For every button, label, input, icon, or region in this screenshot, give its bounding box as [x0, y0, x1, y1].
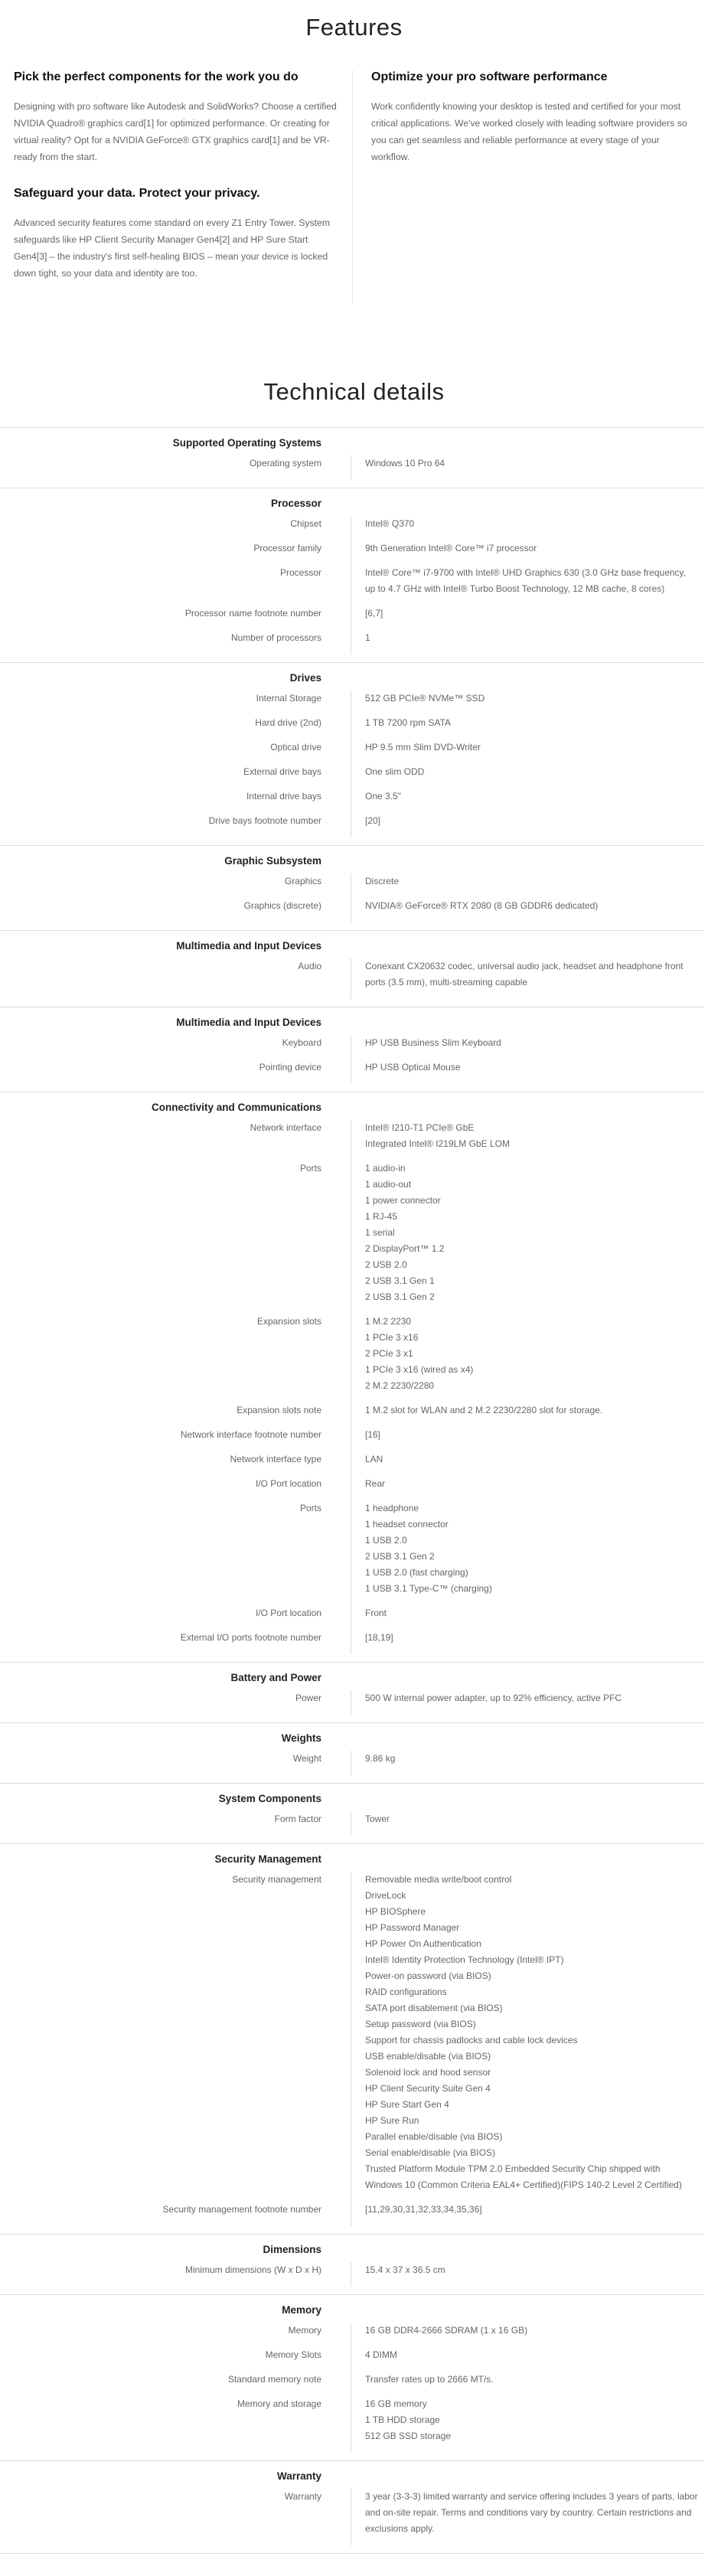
spec-label: Warranty — [284, 2491, 321, 2502]
spec-value: NVIDIA® GeForce® RTX 2080 (8 GB GDDR6 dedicated) — [351, 898, 704, 922]
spec-group — [0, 931, 704, 1007]
spec-group-title: Processor — [270, 498, 321, 509]
spec-group-title: Supported Operating Systems — [172, 437, 321, 449]
spec-group — [0, 2235, 704, 2295]
feature-block — [371, 70, 694, 165]
spec-value: Transfer rates up to 2666 MT/s. — [351, 2372, 704, 2396]
spec-group — [0, 663, 704, 846]
spec-row — [0, 2372, 704, 2396]
spec-group-title: Connectivity and Communications — [151, 1102, 321, 1113]
spec-row — [0, 1427, 704, 1451]
spec-row — [0, 1605, 704, 1630]
spec-value: HP USB Business Slim Keyboard — [351, 1035, 704, 1059]
spec-value: Tower — [351, 1811, 704, 1836]
spec-value: HP USB Optical Mouse — [351, 1059, 704, 1084]
spec-group — [0, 846, 704, 931]
spec-row — [0, 1872, 704, 2202]
spec-row — [0, 1451, 704, 1476]
spec-value: [16] — [351, 1427, 704, 1451]
spec-label: Memory — [288, 2325, 321, 2336]
spec-row — [0, 1161, 704, 1314]
spec-row — [0, 813, 704, 837]
spec-label: Security management footnote number — [162, 2204, 321, 2215]
spec-value: Intel® I210-T1 PCIe® GbE Integrated Intel® I219LM GbE LOM — [351, 1120, 704, 1161]
spec-row — [0, 1811, 704, 1836]
spec-label: Minimum dimensions (W x D x H) — [184, 2264, 321, 2275]
spec-row — [0, 1314, 704, 1402]
spec-row — [0, 2396, 704, 2453]
spec-group-title: Weights — [281, 1732, 321, 1744]
spec-value: One slim ODD — [351, 764, 704, 788]
spec-row — [0, 1476, 704, 1500]
spec-value: LAN — [351, 1451, 704, 1476]
spec-row — [0, 2202, 704, 2226]
spec-value: 4 DIMM — [351, 2347, 704, 2372]
features-right-column — [353, 70, 708, 303]
spec-row — [0, 958, 704, 999]
spec-label: Operating system — [249, 458, 321, 469]
feature-heading: Safeguard your data. Protect your privacy. — [14, 187, 260, 200]
spec-value: 1 M.2 slot for WLAN and 2 M.2 2230/2280 slot for storage. — [351, 1402, 704, 1427]
feature-body: Advanced security features come standard on every Z1 Entry Tower. System safeguards like HP Client Security Manager Gen4[2] and HP Sure Start Gen4[3] – the industry's first self-healing BIOS – mean your device is locked down tight, so your data and identity are too. — [14, 217, 330, 279]
spec-label: Ports — [299, 1503, 321, 1513]
technical-details-section — [0, 378, 708, 2554]
spec-row — [0, 630, 704, 655]
spec-label: Security management — [232, 1874, 321, 1885]
spec-value: 512 GB PCIe® NVMe™ SSD — [351, 691, 704, 715]
spec-group-title: Drives — [289, 672, 321, 684]
spec-row — [0, 2323, 704, 2347]
feature-block — [14, 187, 338, 282]
spec-label: Number of processors — [230, 632, 321, 643]
spec-value: 15.4 x 37 x 36.5 cm — [351, 2262, 704, 2287]
features-title: Features — [305, 14, 403, 41]
spec-group-title: Warranty — [276, 2470, 321, 2482]
spec-label: Memory Slots — [265, 2349, 321, 2360]
feature-body: Work confidently knowing your desktop is tested and certified for your most critical applications. We've worked closely with leading software providers so you can get seamless and reliable performance at every stage of your workflow. — [371, 101, 687, 162]
spec-row — [0, 2347, 704, 2372]
spec-value: Front — [351, 1605, 704, 1630]
spec-group — [0, 1784, 704, 1844]
spec-value: 1 audio-in 1 audio-out 1 power connector 1 RJ-45 1 serial 2 DisplayPort™ 1.2 2 USB 2.0 2 USB 3.1 Gen 1 2 USB 3.1 Gen 2 — [351, 1161, 704, 1314]
spec-value: [20] — [351, 813, 704, 837]
spec-label: Graphics (discrete) — [243, 900, 321, 911]
spec-label: I/O Port location — [255, 1478, 321, 1489]
spec-label: Optical drive — [270, 742, 321, 753]
spec-value: 1 M.2 2230 1 PCIe 3 x16 2 PCIe 3 x1 1 PCIe 3 x16 (wired as x4) 2 M.2 2230/2280 — [351, 1314, 704, 1402]
spec-row — [0, 516, 704, 540]
feature-block — [14, 70, 338, 165]
spec-label: Network interface type — [230, 1454, 321, 1464]
spec-label: Power — [295, 1693, 321, 1703]
spec-row — [0, 606, 704, 630]
spec-label: Internal drive bays — [246, 791, 321, 802]
spec-group-title: Battery and Power — [230, 1672, 321, 1683]
spec-group — [0, 428, 704, 488]
spec-value: Windows 10 Pro 64 — [351, 455, 704, 480]
feature-heading: Optimize your pro software performance — [371, 70, 608, 83]
spec-row — [0, 455, 704, 480]
features-section — [0, 0, 708, 303]
spec-value: Discrete — [351, 873, 704, 898]
feature-body: Designing with pro software like Autodesk and SolidWorks? Choose a certified NVIDIA Quadro® graphics card[1] for optimized performance. Or creating for virtual reality? Opt for a NVIDIA GeForce® GTX graphics card[1] and be VR-ready from the start. — [14, 101, 337, 162]
spec-label: Network interface — [250, 1122, 321, 1133]
spec-row — [0, 1120, 704, 1161]
technical-details-title: Technical details — [263, 378, 445, 405]
spec-label: Processor family — [253, 543, 321, 553]
spec-group — [0, 1663, 704, 1723]
features-columns — [0, 70, 708, 303]
spec-value: [6,7] — [351, 606, 704, 630]
spec-row — [0, 764, 704, 788]
spec-row — [0, 565, 704, 606]
spec-row — [0, 739, 704, 764]
spec-label: External drive bays — [243, 766, 321, 777]
spec-group — [0, 1844, 704, 2235]
spec-group — [0, 2461, 704, 2554]
spec-value: Intel® Core™ i7-9700 with Intel® UHD Graphics 630 (3.0 GHz base frequency, up to 4.7 GHz with Intel® Turbo Boost Technology, 12 MB cache, 8 cores) — [351, 565, 704, 606]
spec-value: 1 headphone 1 headset connector 1 USB 2.0 2 USB 3.1 Gen 2 1 USB 2.0 (fast charging) 1 USB 3.1 Type-C™ (charging) — [351, 1500, 704, 1605]
spec-group — [0, 488, 704, 663]
spec-row — [0, 1059, 704, 1084]
spec-row — [0, 788, 704, 813]
spec-label: Keyboard — [282, 1037, 321, 1048]
spec-group-title: System Components — [218, 1793, 321, 1804]
spec-group — [0, 1723, 704, 1784]
spec-label: I/O Port location — [255, 1608, 321, 1618]
spec-label: Memory and storage — [237, 2398, 321, 2409]
spec-group-title: Security Management — [214, 1853, 321, 1865]
spec-value: [11,29,30,31,32,33,34,35,36] — [351, 2202, 704, 2226]
spec-label: Hard drive (2nd) — [255, 717, 321, 728]
spec-group-title: Graphic Subsystem — [224, 855, 321, 867]
spec-row — [0, 1751, 704, 1775]
spec-value: Rear — [351, 1476, 704, 1500]
spec-row — [0, 1630, 704, 1654]
spec-label: Standard memory note — [227, 2374, 321, 2385]
spec-value: Intel® Q370 — [351, 516, 704, 540]
spec-label: Network interface footnote number — [180, 1429, 321, 1440]
spec-label: Form factor — [274, 1814, 321, 1824]
spec-row — [0, 1500, 704, 1605]
spec-table — [0, 427, 704, 2554]
spec-label: Graphics — [284, 876, 321, 886]
spec-value: 1 — [351, 630, 704, 655]
spec-label: External I/O ports footnote number — [180, 1632, 321, 1643]
spec-group — [0, 1092, 704, 1663]
spec-group — [0, 2295, 704, 2461]
spec-row — [0, 1402, 704, 1427]
spec-value: [18,19] — [351, 1630, 704, 1654]
spec-row — [0, 1690, 704, 1715]
spec-row — [0, 1035, 704, 1059]
spec-value: Removable media write/boot control DriveLock HP BIOSphere HP Password Manager HP Power On Authentication Intel® Identity Protection Technology (Intel® IPT) Power-on password (via BIOS) RAID configurations SATA port disablement (via BIOS) Setup password (via BIOS) Support for chassis padlocks and cable lock devices USB enable/disable (via BIOS) Solenoid lock and hood sensor HP Client Security Suite Gen 4 HP Sure Start Gen 4 HP Sure Run Parallel enable/disable (via BIOS) Serial enable/disable (via BIOS) Trusted Platform Module TPM 2.0 Embedded Security Chip shipped with Windows 10 (Common Criteria EAL4+ Certified)(FIPS 140-2 Level 2 Certified) — [351, 1872, 704, 2202]
spec-label: Ports — [299, 1163, 321, 1174]
spec-label: Expansion slots — [256, 1316, 321, 1327]
spec-value: 9.86 kg — [351, 1751, 704, 1775]
spec-row — [0, 873, 704, 898]
spec-value: 1 TB 7200 rpm SATA — [351, 715, 704, 739]
spec-row — [0, 540, 704, 565]
spec-value: 3 year (3-3-3) limited warranty and service offering includes 3 years of parts, labor and on-site repair. Terms and conditions vary by country. Certain restrictions and exclusions apply. — [351, 2489, 704, 2545]
spec-label: Expansion slots note — [237, 1405, 321, 1415]
spec-row — [0, 898, 704, 922]
features-left-column — [0, 70, 353, 303]
spec-value: 16 GB DDR4-2666 SDRAM (1 x 16 GB) — [351, 2323, 704, 2347]
spec-value: 500 W internal power adapter, up to 92% efficiency, active PFC — [351, 1690, 704, 1715]
spec-value: Conexant CX20632 codec, universal audio jack, headset and headphone front ports (3.5 mm), multi-streaming capable — [351, 958, 704, 999]
spec-label: Weight — [292, 1753, 321, 1764]
spec-label: Processor name footnote number — [184, 608, 321, 619]
spec-value: HP 9.5 mm Slim DVD-Writer — [351, 739, 704, 764]
spec-group-title: Multimedia and Input Devices — [176, 1017, 321, 1028]
spec-value: 9th Generation Intel® Core™ i7 processor — [351, 540, 704, 565]
spec-group-title: Multimedia and Input Devices — [176, 940, 321, 952]
spec-label: Internal Storage — [256, 693, 321, 704]
spec-value: 16 GB memory 1 TB HDD storage 512 GB SSD storage — [351, 2396, 704, 2453]
spec-group-title: Memory — [282, 2304, 321, 2316]
spec-row — [0, 2489, 704, 2545]
feature-heading: Pick the perfect components for the work you do — [14, 70, 299, 83]
spec-label: Chipset — [290, 518, 321, 529]
spec-value: One 3.5" — [351, 788, 704, 813]
spec-group — [0, 1007, 704, 1092]
spec-label: Audio — [298, 961, 321, 971]
spec-row — [0, 2262, 704, 2287]
spec-label: Processor — [279, 567, 321, 578]
spec-group-title: Dimensions — [263, 2244, 321, 2255]
spec-row — [0, 715, 704, 739]
spec-row — [0, 691, 704, 715]
spec-label: Pointing device — [259, 1062, 321, 1073]
spec-label: Drive bays footnote number — [208, 815, 321, 826]
